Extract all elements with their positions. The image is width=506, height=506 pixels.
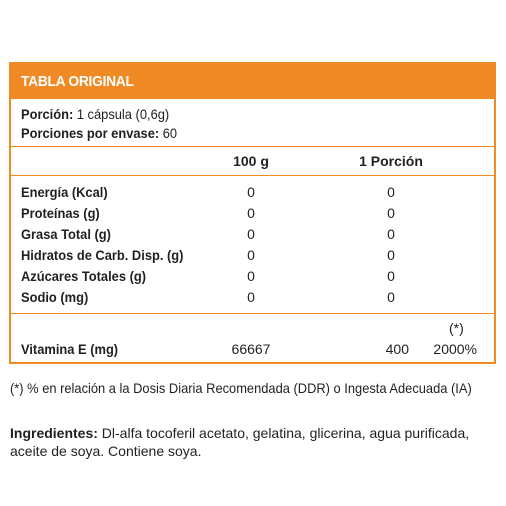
nutrient-value-portion: 0 (387, 184, 395, 200)
nutrient-value-portion: 0 (387, 268, 395, 284)
vitamin-value-portion: 400 (385, 341, 409, 357)
servings-label: Porciones por envase: (21, 125, 160, 141)
ingredients-label: Ingredientes: (10, 425, 98, 441)
serving-size-value: 1 cápsula (0,6g) (76, 106, 170, 122)
nutrient-value-portion: 0 (387, 247, 395, 263)
nutrient-value-portion: 0 (387, 205, 395, 221)
nutrient-value-100g: 0 (247, 268, 255, 284)
nutrient-value-100g: 0 (247, 289, 255, 305)
nutrient-label: Azúcares Totales (g) (21, 268, 147, 284)
nutrient-label: Sodio (mg) (21, 289, 89, 305)
vitamin-label: Vitamina E (mg) (21, 341, 119, 357)
nutrient-value-100g: 0 (247, 247, 255, 263)
divider (11, 175, 494, 176)
footnote: (*) % en relación a la Dosis Diaria Recomendada (DDR) o Ingesta Adecuada (IA) (10, 380, 472, 396)
nutrient-label: Proteínas (g) (21, 205, 100, 221)
serving-size (21, 106, 182, 122)
divider (11, 313, 494, 314)
nutrient-label: Grasa Total (g) (21, 226, 111, 242)
nutrient-value-100g: 0 (247, 205, 255, 221)
column-header-portion: 1 Porción (359, 153, 423, 169)
nutrient-value-100g: 0 (247, 226, 255, 242)
table-title: TABLA ORIGINAL (21, 73, 134, 90)
vitamin-daily-value-percent: 2000% (433, 341, 477, 357)
nutrient-value-portion: 0 (387, 226, 395, 242)
ingredients-list: Dl-alfa tocoferil acetato, gelatina, glicerina, agua purificada, aceite de soya. Contiene soya. (10, 425, 470, 459)
nutrient-value-portion: 0 (387, 289, 395, 305)
vitamin-value-100g: 66667 (231, 341, 271, 357)
divider (11, 146, 494, 147)
servings-per-container (21, 125, 191, 141)
nutrient-label: Energía (Kcal) (21, 184, 108, 200)
ingredients-text (10, 424, 496, 460)
column-header-100g: 100 g (233, 153, 269, 169)
table-header (11, 64, 494, 99)
nutrient-label: Hidratos de Carb. Disp. (g) (21, 247, 184, 263)
nutrition-table (9, 62, 496, 364)
serving-size-label: Porción: (21, 106, 74, 122)
nutrient-value-100g: 0 (247, 184, 255, 200)
servings-value: 60 (162, 125, 178, 141)
daily-value-note-marker: (*) (449, 320, 464, 336)
